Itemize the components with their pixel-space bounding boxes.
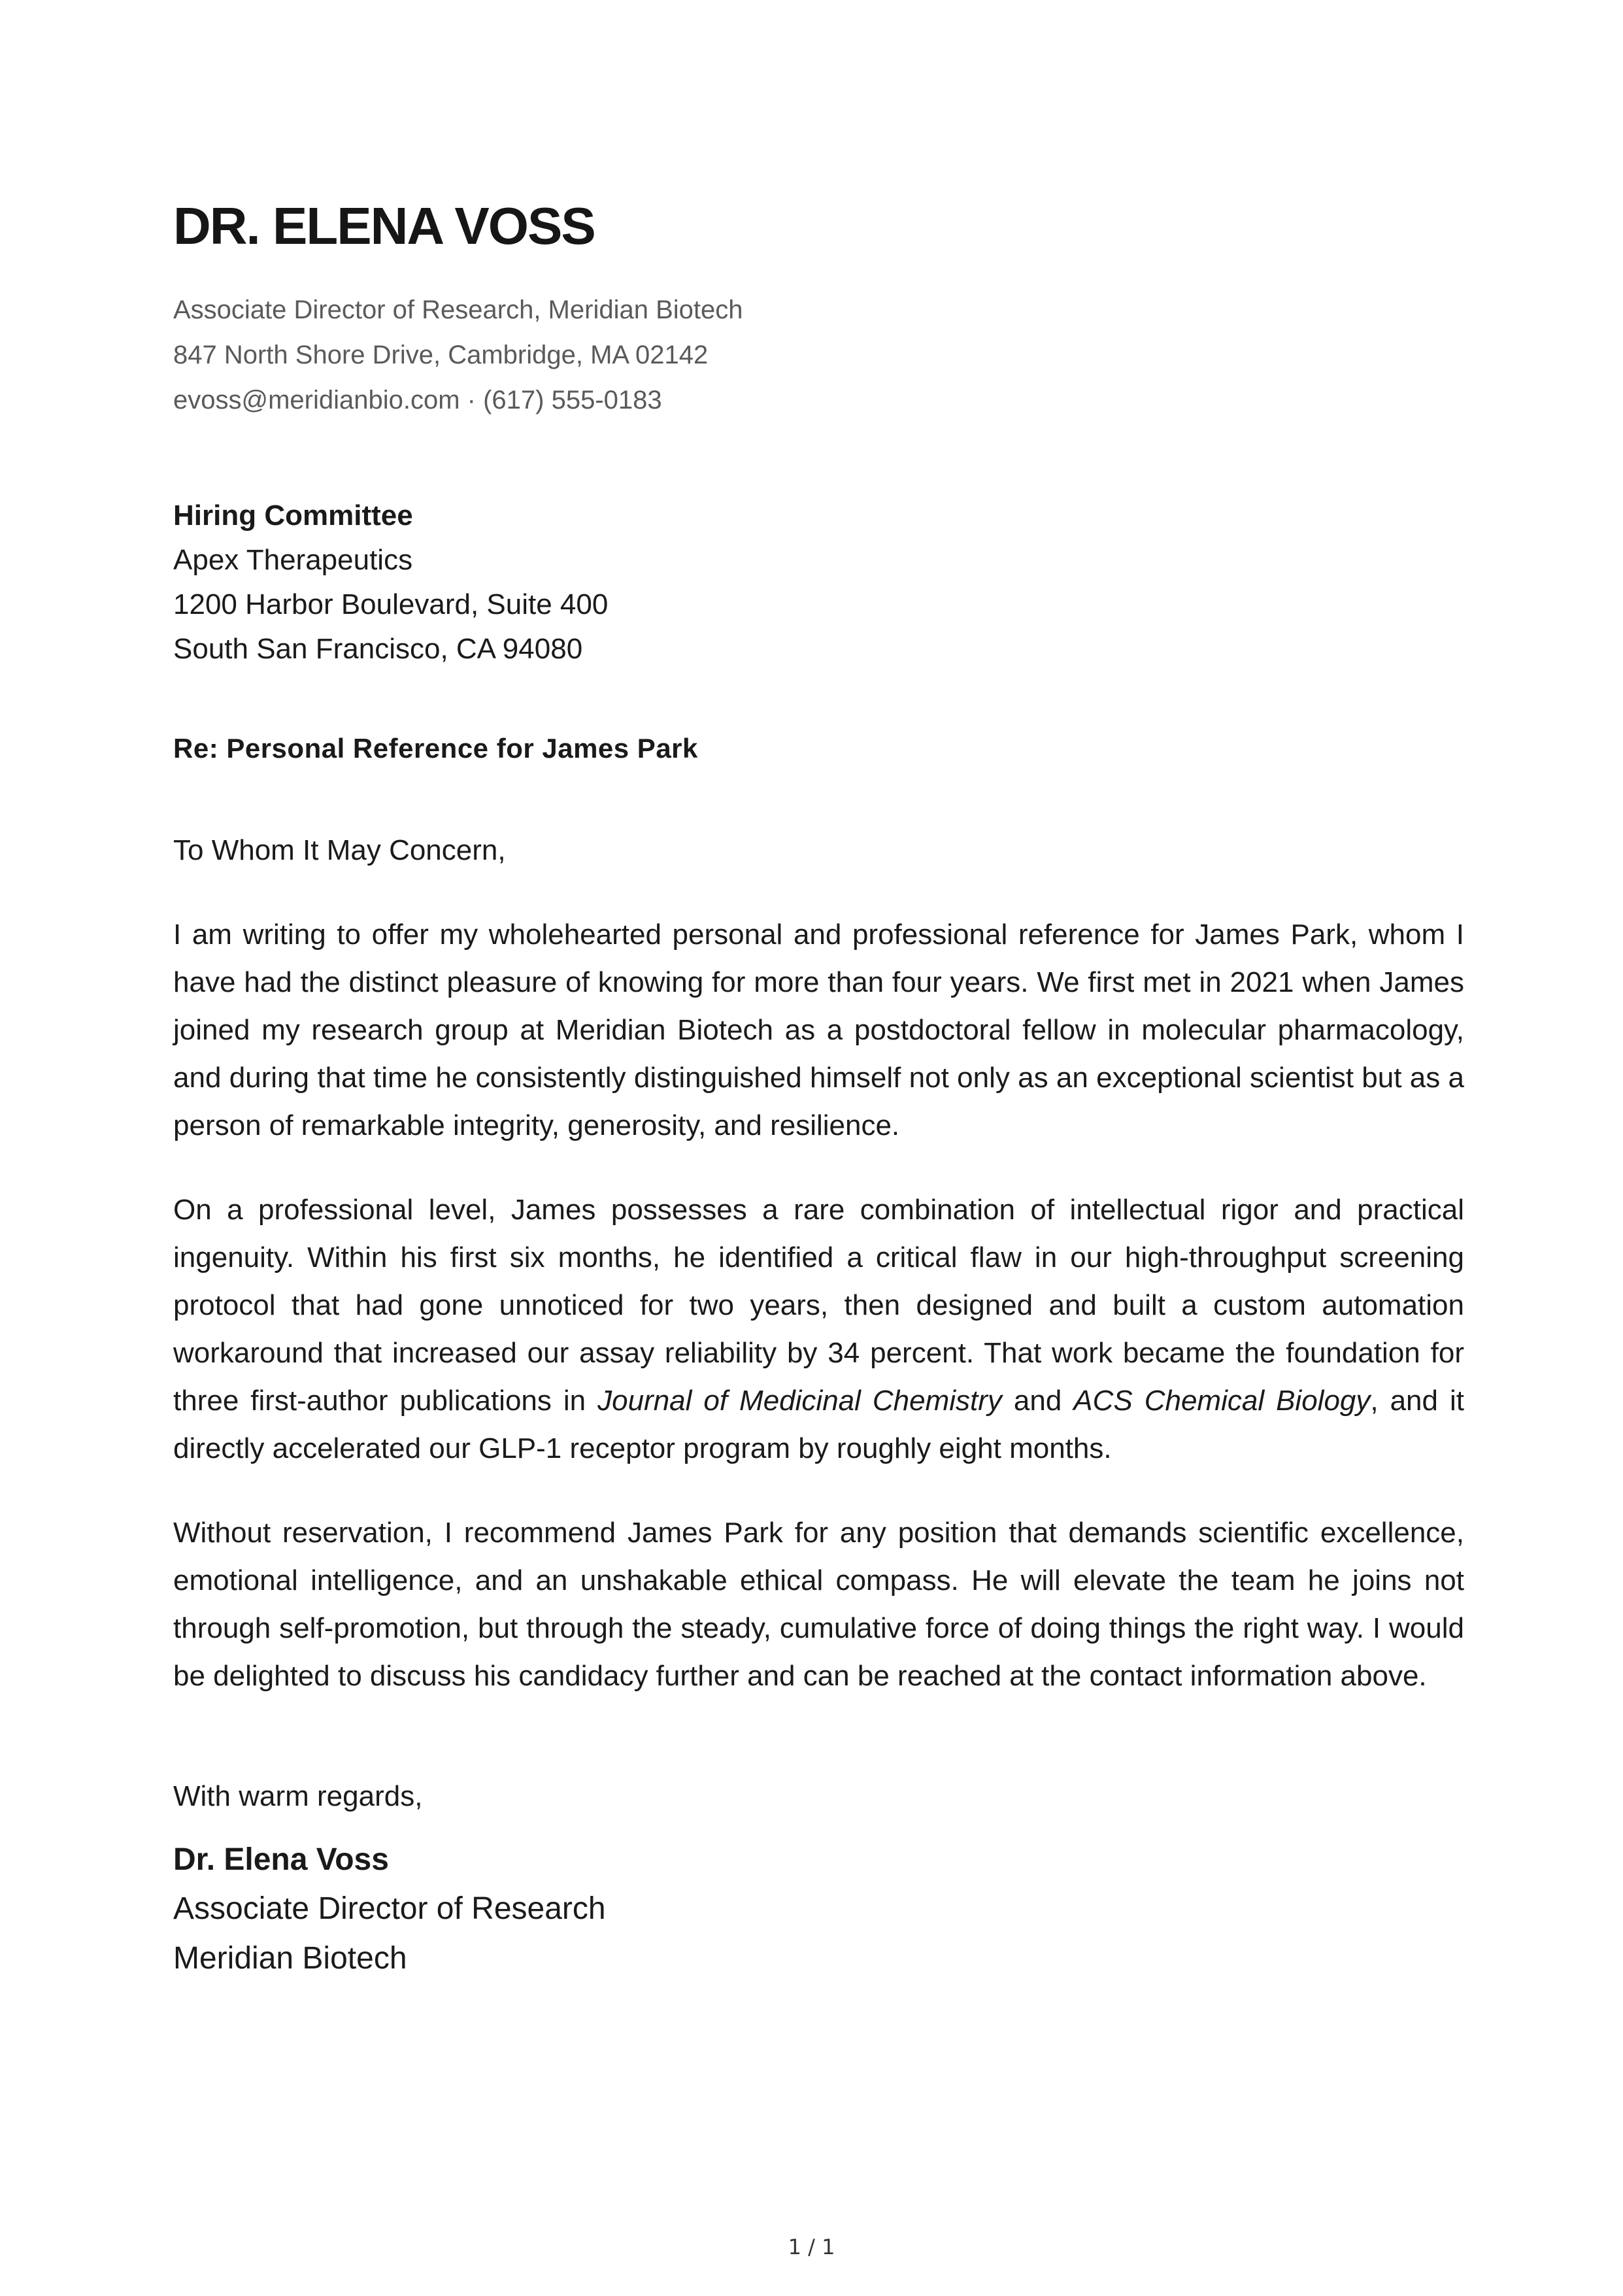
- page-number: 1 / 1: [788, 2235, 835, 2259]
- recipient-city: South San Francisco, CA 94080: [173, 633, 583, 665]
- body-paragraph-2: [173, 1186, 1464, 1472]
- signature-name: Dr. Elena Voss: [173, 1842, 389, 1877]
- paragraph-2-text-b: and: [1001, 1385, 1074, 1417]
- sender-title-line: Associate Director of Research, Meridian Biotech: [173, 295, 743, 324]
- recipient-address: [173, 494, 1464, 671]
- subject-line: Re: Personal Reference for James Park: [173, 733, 698, 764]
- sender-address-line: 847 North Shore Drive, Cambridge, MA 02142: [173, 341, 709, 369]
- recipient-company: Apex Therapeutics: [173, 544, 413, 576]
- body-paragraph-3: Without reservation, I recommend James Park for any position that demands scientific excellence, emotional intelligence, and an unshakable ethical compass. He will elevate the team he joins not through self-promotion, but through the steady, cumulative force of doing things the right way. I would be delighted to discuss his candidacy further and can be reached at the contact information above.: [173, 1517, 1464, 1692]
- journal-title-2: ACS Chemical Biology: [1073, 1385, 1371, 1417]
- signature-title: Associate Director of Research: [173, 1891, 606, 1926]
- paragraph-2-text-c: , and it directly accelerated our GLP-1 receptor program by roughly eight months.: [173, 1385, 1464, 1464]
- sender-contact-line: evoss@meridianbio.com · (617) 555-0183: [173, 386, 662, 414]
- signature-organization: Meridian Biotech: [173, 1941, 407, 1976]
- paragraph-2-text-a: On a professional level, James possesses a rare combination of intellectual rigor and practical ingenuity. Within his first six months, he identified a critical flaw in our high-throughput screening protocol that had gone unnoticed for two years, then designed and built a custom automation workaround that increased our assay reliability by 34 percent. That work became the foundation for three first-author publications in: [173, 1194, 1464, 1417]
- body-paragraph-1: I am writing to offer my wholehearted personal and professional reference for James Park, whom I have had the distinct pleasure of knowing for more than four years. We first met in 2021 when James joined my research group at Meridian Biotech as a postdoctoral fellow in molecular pharmacology, and during that time he consistently distinguished himself not only as an exceptional scientist but as a person of remarkable integrity, generosity, and resilience.: [173, 919, 1464, 1141]
- journal-title-1: Journal of Medicinal Chemistry: [597, 1385, 1002, 1417]
- recipient-street: 1200 Harbor Boulevard, Suite 400: [173, 588, 609, 620]
- salutation: To Whom It May Concern,: [173, 834, 506, 866]
- sender-details: [173, 288, 1464, 423]
- sender-name: DR. ELENA VOSS: [173, 197, 595, 255]
- recipient-name: Hiring Committee: [173, 499, 413, 532]
- letter-content: [173, 196, 1464, 1984]
- closing: With warm regards,: [173, 1780, 423, 1812]
